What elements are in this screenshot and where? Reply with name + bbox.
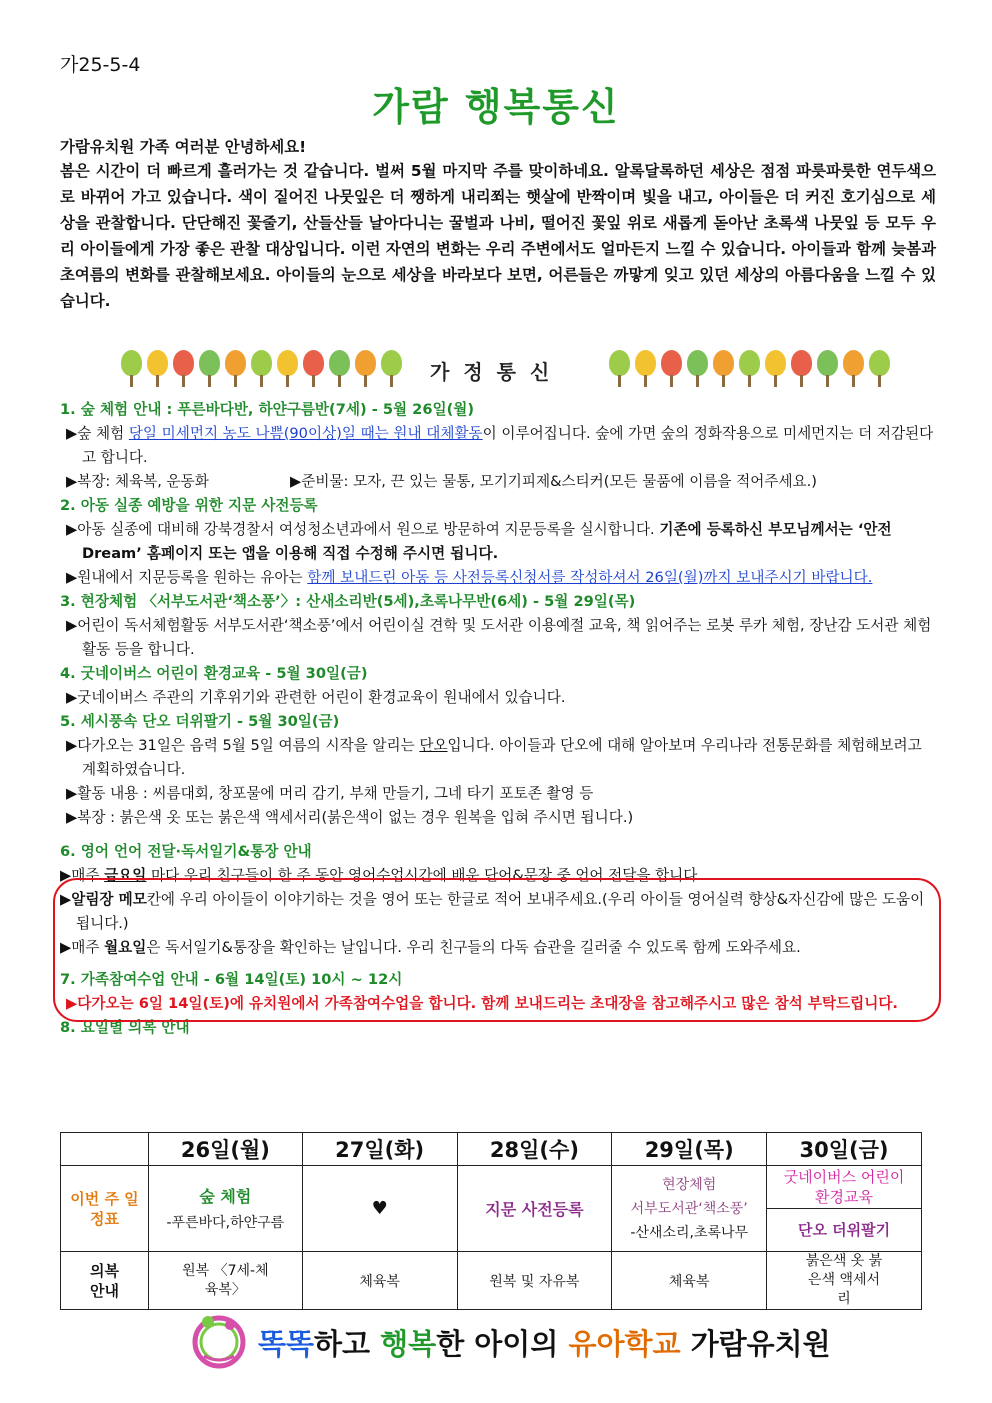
tree-icon: [380, 348, 403, 388]
clothing-cell: 체육복: [302, 1252, 457, 1310]
bullet: ▶다가오는 31일은 음력 5월 5일 여름의 시작을 알리는 단오입니다. 아이들과 단오에 대해 알아보며 우리나라 전통문화를 체험해보려고 계획하였습니다.: [66, 737, 922, 778]
tree-icon: [120, 348, 143, 388]
bullet: ▶준비물: 모자, 끈 있는 물통, 모기기피제&스티커(모든 물품에 이름을 적어주세요.): [290, 473, 817, 490]
day-header: 30일(금): [767, 1133, 922, 1166]
english-notice-highlight-frame: [53, 878, 941, 1022]
tree-icon: [172, 348, 195, 388]
heart-icon: ♥: [371, 1198, 388, 1219]
weekly-schedule-table: [60, 1132, 922, 1310]
highlight-link: 당일 미세먼지 농도 나쁨(90이상)일 때는 원내 대체활동: [128, 425, 483, 442]
tree-icon: [738, 348, 761, 388]
schedule-cell: 지문 사전등록: [457, 1166, 612, 1252]
bullet: ▶어린이 독서체험활동 서부도서관‘책소풍’에서 어린이실 견학 및 도서관 이용예절 교육, 책 읽어주는 로봇 루카 체험, 장난감 도서관 체험활동 등을 합니다.: [66, 617, 932, 658]
tree-icon: [686, 348, 709, 388]
intro-paragraph: 봄은 시간이 더 빠르게 흘러가는 것 같습니다. 벌써 5월 마지막 주를 맞이하네요. 알록달록하던 세상은 점점 파릇파릇한 연두색으로 바뀌어 가고 있습니다. 색이 짙어진 나뭇잎은 더 쨍하게 내리쬐는 햇살에 반짝이며 빛을 내고, 아이들은 더 커진 호기심으로 세상을 관찰합니다. 단단해진 꽃줄기, 산들산들 날아다니는 꿀벌과 나비, 떨어진 꽃잎 위로 새롭게 돋아난 초록색 나뭇잎 등 모두 우리 아이들에게 가장 좋은 관찰 대상입니다. 이런 자연의 변화는 우리 주변에서도 얼마든지 느낄 수 있습니다. 아이들과 함께 늦봄과 초여름의 변화를 관찰해보세요. 아이들의 눈으로 세상을 바라보다 보면, 어른들은 까맣게 잊고 있던 세상의 아름다움을 느낄 수 있습니다.: [60, 162, 936, 310]
day-header: 27일(화): [302, 1133, 457, 1166]
section-heading: 8. 요일별 의복 안내: [60, 1019, 190, 1036]
table-header-row: [61, 1133, 922, 1166]
tree-icon: [816, 348, 839, 388]
tree-icon: [276, 348, 299, 388]
day-header: 26일(월): [148, 1133, 302, 1166]
clothing-cell: 체육복: [612, 1252, 767, 1310]
footer-slogan: [190, 1308, 830, 1378]
greeting: 가람유치원 가족 여러분 안녕하세요!: [60, 138, 307, 156]
bullet: ▶매주 금요일 마다 우리 친구들이 한 주 동안 영어수업시간에 배운 단어&문장 중 언어 전달을 합니다.: [60, 867, 703, 884]
home-notice-banner: [120, 348, 890, 388]
slogan-text: 똑똑하고 행복한 아이의 유아학교 가람유치원: [258, 1327, 831, 1361]
section-heading: 7. 가족참여수업 안내 - 6월 14일(토) 10시 ~ 12시: [60, 971, 403, 988]
banner-label: 가정통신: [430, 360, 564, 384]
table-row: [61, 1166, 922, 1252]
bullet: ▶굿네이버스 주관의 기후위기와 관련한 어린이 환경교육이 원내에서 있습니다.: [66, 689, 566, 706]
tree-icon: [608, 348, 631, 388]
bullet-row: [60, 470, 940, 494]
tree-icon: [842, 348, 865, 388]
day-header: 28일(수): [457, 1133, 612, 1166]
schedule-cell: 굿네이버스 어린이 환경교육 단오 더위팔기: [767, 1166, 922, 1252]
schedule-cell: 현장체험 서부도서관‘책소풍’ -산새소리,초록나무: [612, 1166, 767, 1252]
bullet: ▶원내에서 지문등록을 원하는 유아는 함께 보내드린 아동 등 사전등록신청서를 작성하셔서 26일(월)까지 보내주시기 바랍니다.: [66, 569, 873, 586]
day-header: 29일(목): [612, 1133, 767, 1166]
tree-row-right: [608, 348, 891, 388]
row-label: 의복 안내: [61, 1252, 149, 1310]
tree-icon: [660, 348, 683, 388]
bullet: ▶복장 : 붉은색 옷 또는 붉은색 액세서리(붉은색이 없는 경우 원복을 입혀 주시면 됩니다.): [66, 809, 634, 826]
header-blank-cell: [61, 1133, 149, 1166]
tree-icon: [868, 348, 891, 388]
newsletter-title: 가람 행복통신: [372, 85, 620, 129]
tree-icon: [198, 348, 221, 388]
clothing-cell: 붉은색 옷 붉은색 액세서리: [767, 1252, 922, 1310]
kindergarten-logo-icon: [190, 1312, 248, 1370]
clothing-cell: 원복 〈7세-체육복〉: [148, 1252, 302, 1310]
highlight-link: 함께 보내드린 아동 등 사전등록신청서를 작성하셔서 26일(월)까지 보내주시기 바랍니다.: [307, 569, 873, 586]
bullet: ▶아동 실종에 대비해 강북경찰서 여성청소년과에서 원으로 방문하여 지문등록을 실시합니다. 기존에 등록하신 부모님께서는 ‘안전Dream’ 홈페이지 또는 앱을 이용해 직접 수정해 주시면 됩니다.: [66, 521, 892, 562]
clothing-cell: 원복 및 자유복: [457, 1252, 612, 1310]
tree-icon: [146, 348, 169, 388]
tree-icon: [224, 348, 247, 388]
row-label: 이번 주 일정표: [61, 1166, 149, 1252]
bullet: ▶알림장 메모칸에 우리 아이들이 이야기하는 것을 영어 또는 한글로 적어 보내주세요.(우리 아이들 영어실력 향상&자신감에 많은 도움이 됩니다.): [60, 891, 925, 932]
tree-icon: [328, 348, 351, 388]
section-heading: 3. 현장체험 〈서부도서관‘책소풍’〉: 산새소리반(5세),초록나무반(6세) - 5월 29일(목): [60, 593, 636, 610]
table-row: [61, 1252, 922, 1310]
bullet: ▶복장: 체육복, 운동화: [66, 473, 209, 490]
tree-icon: [250, 348, 273, 388]
tree-icon: [302, 348, 325, 388]
document-code: 가25-5-4: [60, 54, 141, 76]
section-heading: 6. 영어 언어 전달·독서일기&통장 안내: [60, 843, 312, 860]
section-heading: 4. 굿네이버스 어린이 환경교육 - 5월 30일(금): [60, 665, 368, 682]
schedule-cell: 숲 체험 -푸른바다,하얀구름: [148, 1166, 302, 1252]
tree-icon: [764, 348, 787, 388]
section-heading: 1. 숲 체험 안내 : 푸른바다반, 하얀구름반(7세) - 5월 26일(월): [60, 401, 475, 418]
bullet: ▶활동 내용 : 씨름대회, 창포물에 머리 감기, 부채 만들기, 그네 타기 포토존 촬영 등: [66, 785, 594, 802]
section-heading: 5. 세시풍속 단오 더위팔기 - 5월 30일(금): [60, 713, 340, 730]
bullet: ▶다가오는 6일 14일(토)에 유치원에서 가족참여수업을 합니다. 함께 보내드리는 초대장을 참고해주시고 많은 참석 부탁드립니다.: [66, 995, 898, 1012]
schedule-cell: [302, 1166, 457, 1252]
bullet: ▶숲 체험 당일 미세먼지 농도 나쁨(90이상)일 때는 원내 대체활동이 이루어집니다. 숲에 가면 숲의 정화작용으로 미세먼지는 더 저감된다고 합니다.: [66, 425, 934, 466]
section-heading: 2. 아동 실종 예방을 위한 지문 사전등록: [60, 497, 318, 514]
tree-icon: [790, 348, 813, 388]
tree-row-left: [120, 348, 403, 388]
bullet: ▶매주 월요일은 독서일기&통장을 확인하는 날입니다. 우리 친구들의 다독 습관을 길러줄 수 있도록 함께 도와주세요.: [60, 939, 801, 956]
tree-icon: [634, 348, 657, 388]
tree-icon: [712, 348, 735, 388]
tree-icon: [354, 348, 377, 388]
